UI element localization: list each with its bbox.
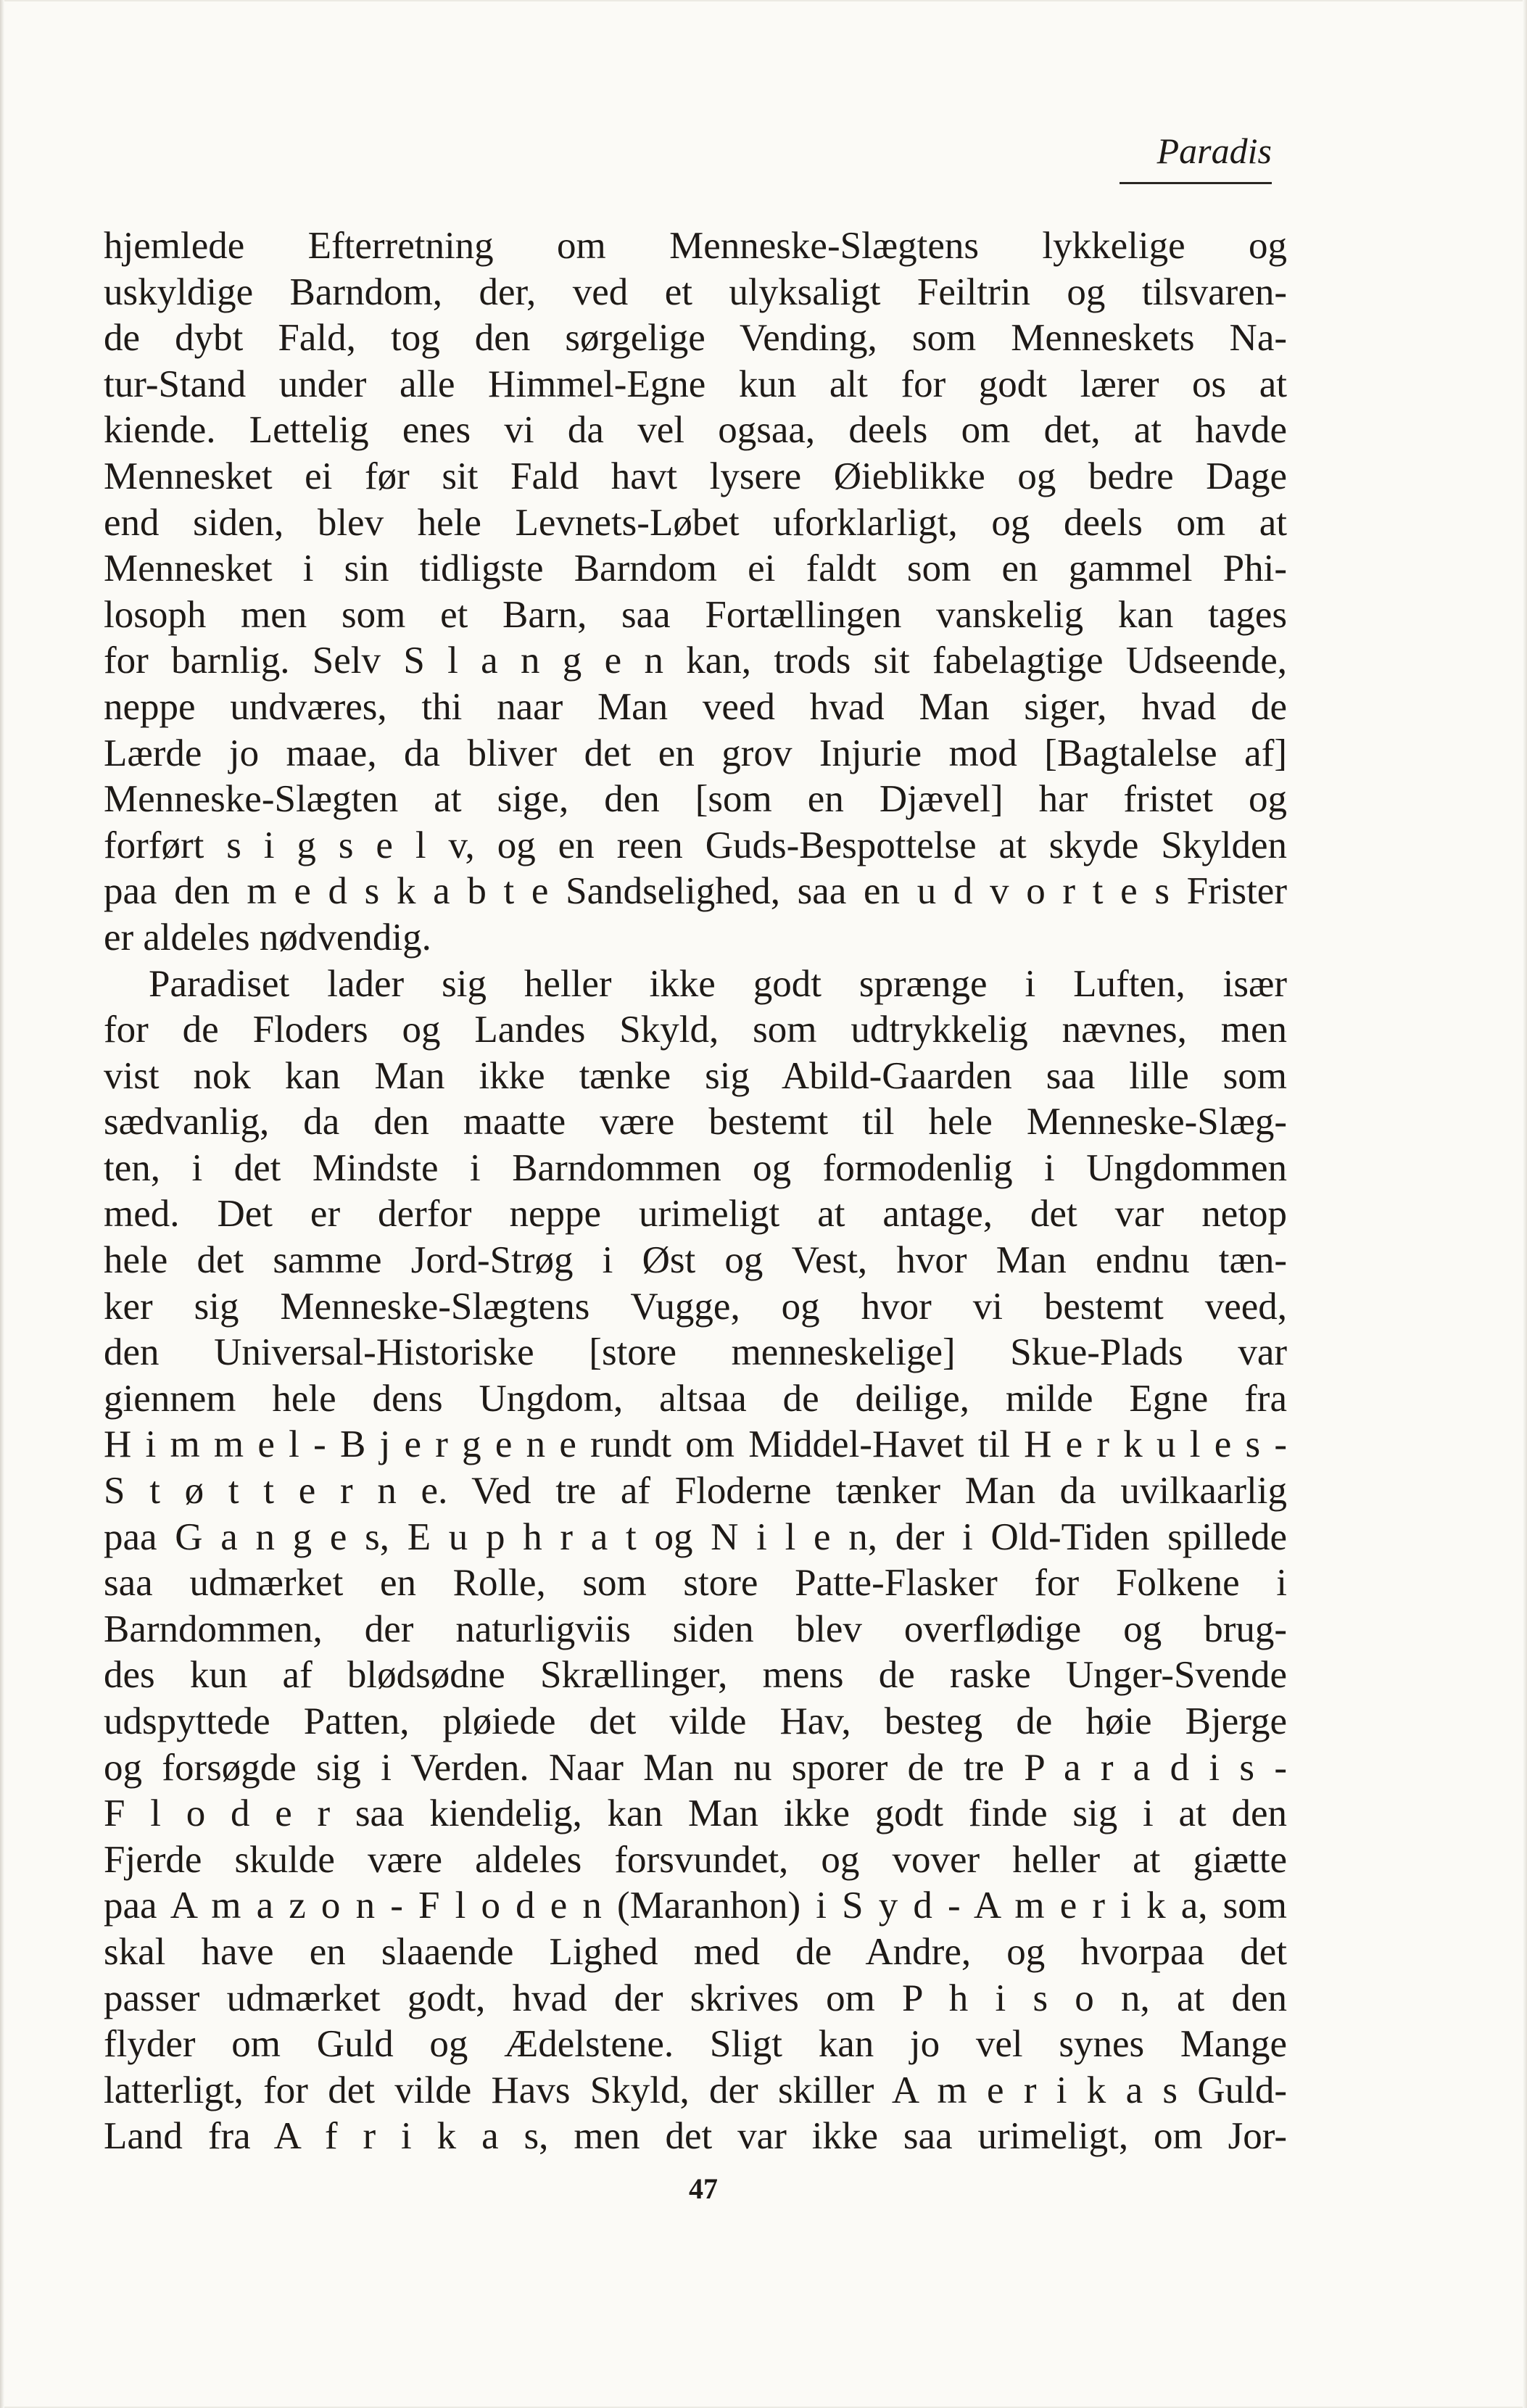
text-line: giennem hele dens Ungdom, altsaa de deilige, milde Egne fra bbox=[104, 1377, 1287, 1420]
text-line: flyder om Guld og Ædelstene. Sligt kan jo vel synes Mange bbox=[104, 2023, 1287, 2066]
text-line: paa G a n g e s, E u p h r a t og N i l e n, der i Old-Tiden spillede bbox=[104, 1515, 1287, 1558]
text-line: hele det samme Jord-Strøg i Øst og Vest, hvor Man endnu tæn- bbox=[104, 1239, 1287, 1282]
text-line: forført s i g s e l v, og en reen Guds-Bespottelse at skyde Skylden bbox=[104, 824, 1287, 866]
text-line: Land fra A f r i k a s, men det var ikke saa urimeligt, om Jor- bbox=[104, 2115, 1287, 2158]
text-line: hjemlede Efterretning om Menneske-Slægtens lykkelige og bbox=[104, 225, 1287, 267]
text-line: Fjerde skulde være aldeles forsvundet, og vover heller at giætte bbox=[104, 1838, 1287, 1881]
paragraph-first-line: Paradiset lader sig heller ikke godt sprænge i Luften, især bbox=[149, 962, 1287, 1005]
text-line: Lærde jo maae, da bliver det en grov Injurie mod [Bagtalelse af] bbox=[104, 732, 1287, 774]
text-line: losoph men som et Barn, saa Fortællingen vanskelig kan tages bbox=[104, 593, 1287, 636]
text-line: skal have en slaaende Lighed med de Andre, og hvorpaa det bbox=[104, 1930, 1287, 1973]
text-line: saa udmærket en Rolle, som store Patte-Flasker for Folkene i bbox=[104, 1562, 1287, 1605]
text-line: ten, i det Mindste i Barndommen og formodenlig i Ungdommen bbox=[104, 1146, 1287, 1189]
text-line: og forsøgde sig i Verden. Naar Man nu sporer de tre P a r a d i s - bbox=[104, 1746, 1287, 1789]
text-line: Barndommen, der naturligviis siden blev overflødige og brug- bbox=[104, 1608, 1287, 1650]
text-line: paa A m a z o n - F l o d e n (Maranhon) i S y d - A m e r i k a, som bbox=[104, 1884, 1287, 1927]
text-line: des kun af blødsødne Skrællinger, mens de raske Unger-Svende bbox=[104, 1654, 1287, 1697]
text-line: Menneske-Slægten at sige, den [som en Djævel] har fristet og bbox=[104, 778, 1287, 821]
text-line: neppe undværes, thi naar Man veed hvad Man siger, hvad de bbox=[104, 685, 1287, 728]
text-line: end siden, blev hele Levnets-Løbet uforklarligt, og deels om at bbox=[104, 501, 1287, 544]
page-edge-left bbox=[0, 0, 4, 2408]
body-text bbox=[104, 223, 1287, 2160]
text-line: de dybt Fald, tog den sørgelige Vending, som Menneskets Na- bbox=[104, 317, 1287, 360]
text-line: udspyttede Patten, pløiede det vilde Hav, besteg de høie Bjerge bbox=[104, 1700, 1287, 1742]
running-title: Paradis bbox=[1156, 131, 1272, 171]
text-line: for de Floders og Landes Skyld, som udtrykkelig nævnes, men bbox=[104, 1009, 1287, 1051]
text-line: med. Det er derfor neppe urimeligt at antage, det var netop bbox=[104, 1193, 1287, 1236]
text-line: Mennesket ei før sit Fald havt lysere Øieblikke og bedre Dage bbox=[104, 455, 1287, 497]
page-edge-right bbox=[1523, 0, 1527, 2408]
text-line: H i m m e l - B j e r g e n e rundt om Middel-Havet til H e r k u l e s - bbox=[104, 1423, 1287, 1466]
text-line: tur-Stand under alle Himmel-Egne kun alt for godt lærer os at bbox=[104, 363, 1287, 405]
text-line: latterligt, for det vilde Havs Skyld, der skiller A m e r i k a s Guld- bbox=[104, 2069, 1287, 2111]
text-line: sædvanlig, da den maatte være bestemt til hele Menneske-Slæg- bbox=[104, 1101, 1287, 1143]
text-line: S t ø t t e r n e. Ved tre af Floderne tænker Man da uvilkaarlig bbox=[104, 1470, 1287, 1513]
page-number: 47 bbox=[689, 2172, 718, 2205]
running-title-rule bbox=[1120, 182, 1272, 184]
text-line: Mennesket i sin tidligste Barndom ei faldt som en gammel Phi- bbox=[104, 547, 1287, 590]
text-line: paa den m e d s k a b t e Sandselighed, saa en u d v o r t e s Frister bbox=[104, 870, 1287, 913]
text-line: vist nok kan Man ikke tænke sig Abild-Gaarden saa lille som bbox=[104, 1054, 1287, 1097]
text-line: kiende. Lettelig enes vi da vel ogsaa, deels om det, at havde bbox=[104, 409, 1287, 452]
text-line: den Universal-Historiske [store menneskelige] Skue-Plads var bbox=[104, 1331, 1287, 1374]
text-line: uskyldige Barndom, der, ved et ulyksaligt Feiltrin og tilsvaren- bbox=[104, 270, 1287, 313]
text-line: F l o d e r saa kiendelig, kan Man ikke godt finde sig i at den bbox=[104, 1792, 1287, 1835]
text-line: for barnlig. Selv S l a n g e n kan, trods sit fabelagtige Udseende, bbox=[104, 640, 1287, 682]
text-line: ker sig Menneske-Slægtens Vugge, og hvor vi bestemt veed, bbox=[104, 1285, 1287, 1328]
text-line: passer udmærket godt, hvad der skrives om P h i s o n, at den bbox=[104, 1977, 1287, 2019]
paragraph-end-line: er aldeles nødvendig. bbox=[104, 916, 431, 959]
